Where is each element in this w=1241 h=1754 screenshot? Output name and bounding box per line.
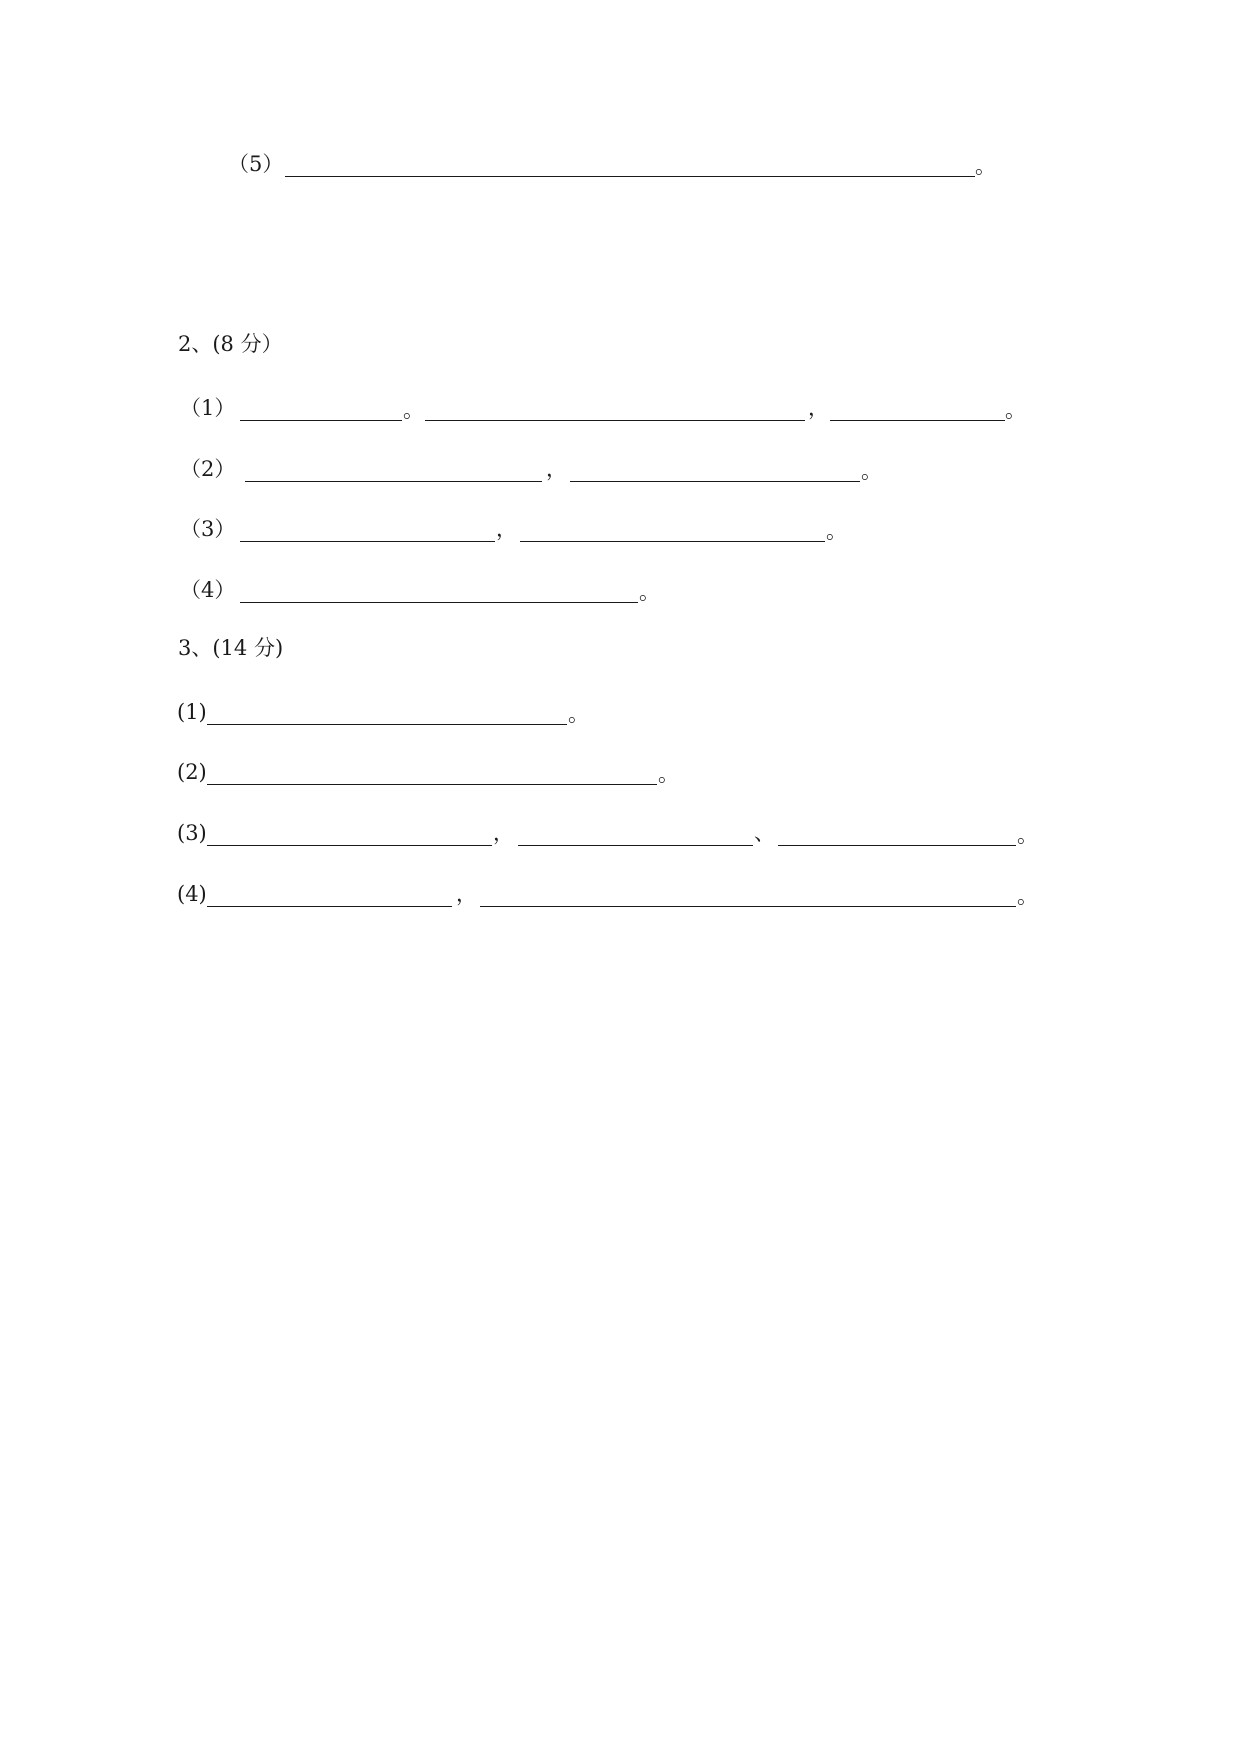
end-punct: 。 bbox=[1005, 398, 1026, 422]
answer-blank[interactable] bbox=[207, 906, 452, 907]
punct: ， bbox=[496, 517, 517, 541]
q3-item2-row bbox=[0, 758, 1241, 798]
answer-blank[interactable] bbox=[245, 481, 542, 482]
item-label: （2） bbox=[180, 457, 236, 481]
end-punct: 。 bbox=[1017, 884, 1038, 908]
punct: 、 bbox=[754, 821, 775, 845]
answer-blank[interactable] bbox=[570, 481, 860, 482]
punct: ， bbox=[808, 396, 829, 420]
item-label: （5） bbox=[228, 152, 284, 176]
end-punct: 。 bbox=[658, 762, 679, 786]
answer-blank[interactable] bbox=[207, 724, 567, 725]
answer-blank[interactable] bbox=[207, 845, 492, 846]
punct: 。 bbox=[403, 398, 424, 422]
q2-item3-row bbox=[0, 515, 1241, 555]
answer-blank[interactable] bbox=[480, 906, 1016, 907]
q2-item2-row bbox=[0, 455, 1241, 495]
end-punct: 。 bbox=[1017, 823, 1038, 847]
q2-item4-row bbox=[0, 576, 1241, 616]
item-label: (2) bbox=[177, 760, 207, 784]
end-punct: 。 bbox=[568, 702, 589, 726]
q2-heading-row bbox=[0, 332, 1241, 372]
item-label: （3） bbox=[180, 517, 236, 541]
answer-blank[interactable] bbox=[778, 845, 1016, 846]
answer-blank[interactable] bbox=[285, 176, 975, 177]
answer-blank[interactable] bbox=[240, 602, 638, 603]
q2-item1-row bbox=[0, 394, 1241, 434]
answer-blank[interactable] bbox=[240, 541, 495, 542]
question-heading: 3、(14 分) bbox=[178, 636, 284, 660]
answer-blank[interactable] bbox=[240, 420, 402, 421]
q1-item5-row bbox=[0, 150, 1241, 190]
end-punct: 。 bbox=[975, 154, 996, 178]
answer-blank[interactable] bbox=[425, 420, 805, 421]
item-label: (4) bbox=[177, 882, 207, 906]
item-label: （4） bbox=[180, 578, 236, 602]
punct: ， bbox=[493, 821, 514, 845]
answer-blank[interactable] bbox=[207, 784, 657, 785]
end-punct: 。 bbox=[861, 459, 882, 483]
q3-item4-row bbox=[0, 880, 1241, 920]
punct: ， bbox=[456, 882, 477, 906]
answer-blank[interactable] bbox=[830, 420, 1005, 421]
question-heading: 2、(8 分） bbox=[178, 332, 283, 356]
q3-item1-row bbox=[0, 698, 1241, 738]
punct: ， bbox=[546, 457, 567, 481]
item-label: (3) bbox=[177, 821, 207, 845]
end-punct: 。 bbox=[826, 519, 847, 543]
answer-blank[interactable] bbox=[520, 541, 825, 542]
q3-heading-row bbox=[0, 636, 1241, 676]
item-label: (1) bbox=[177, 700, 207, 724]
q3-item3-row bbox=[0, 819, 1241, 859]
end-punct: 。 bbox=[639, 580, 660, 604]
answer-blank[interactable] bbox=[518, 845, 753, 846]
item-label: （1） bbox=[180, 396, 236, 420]
